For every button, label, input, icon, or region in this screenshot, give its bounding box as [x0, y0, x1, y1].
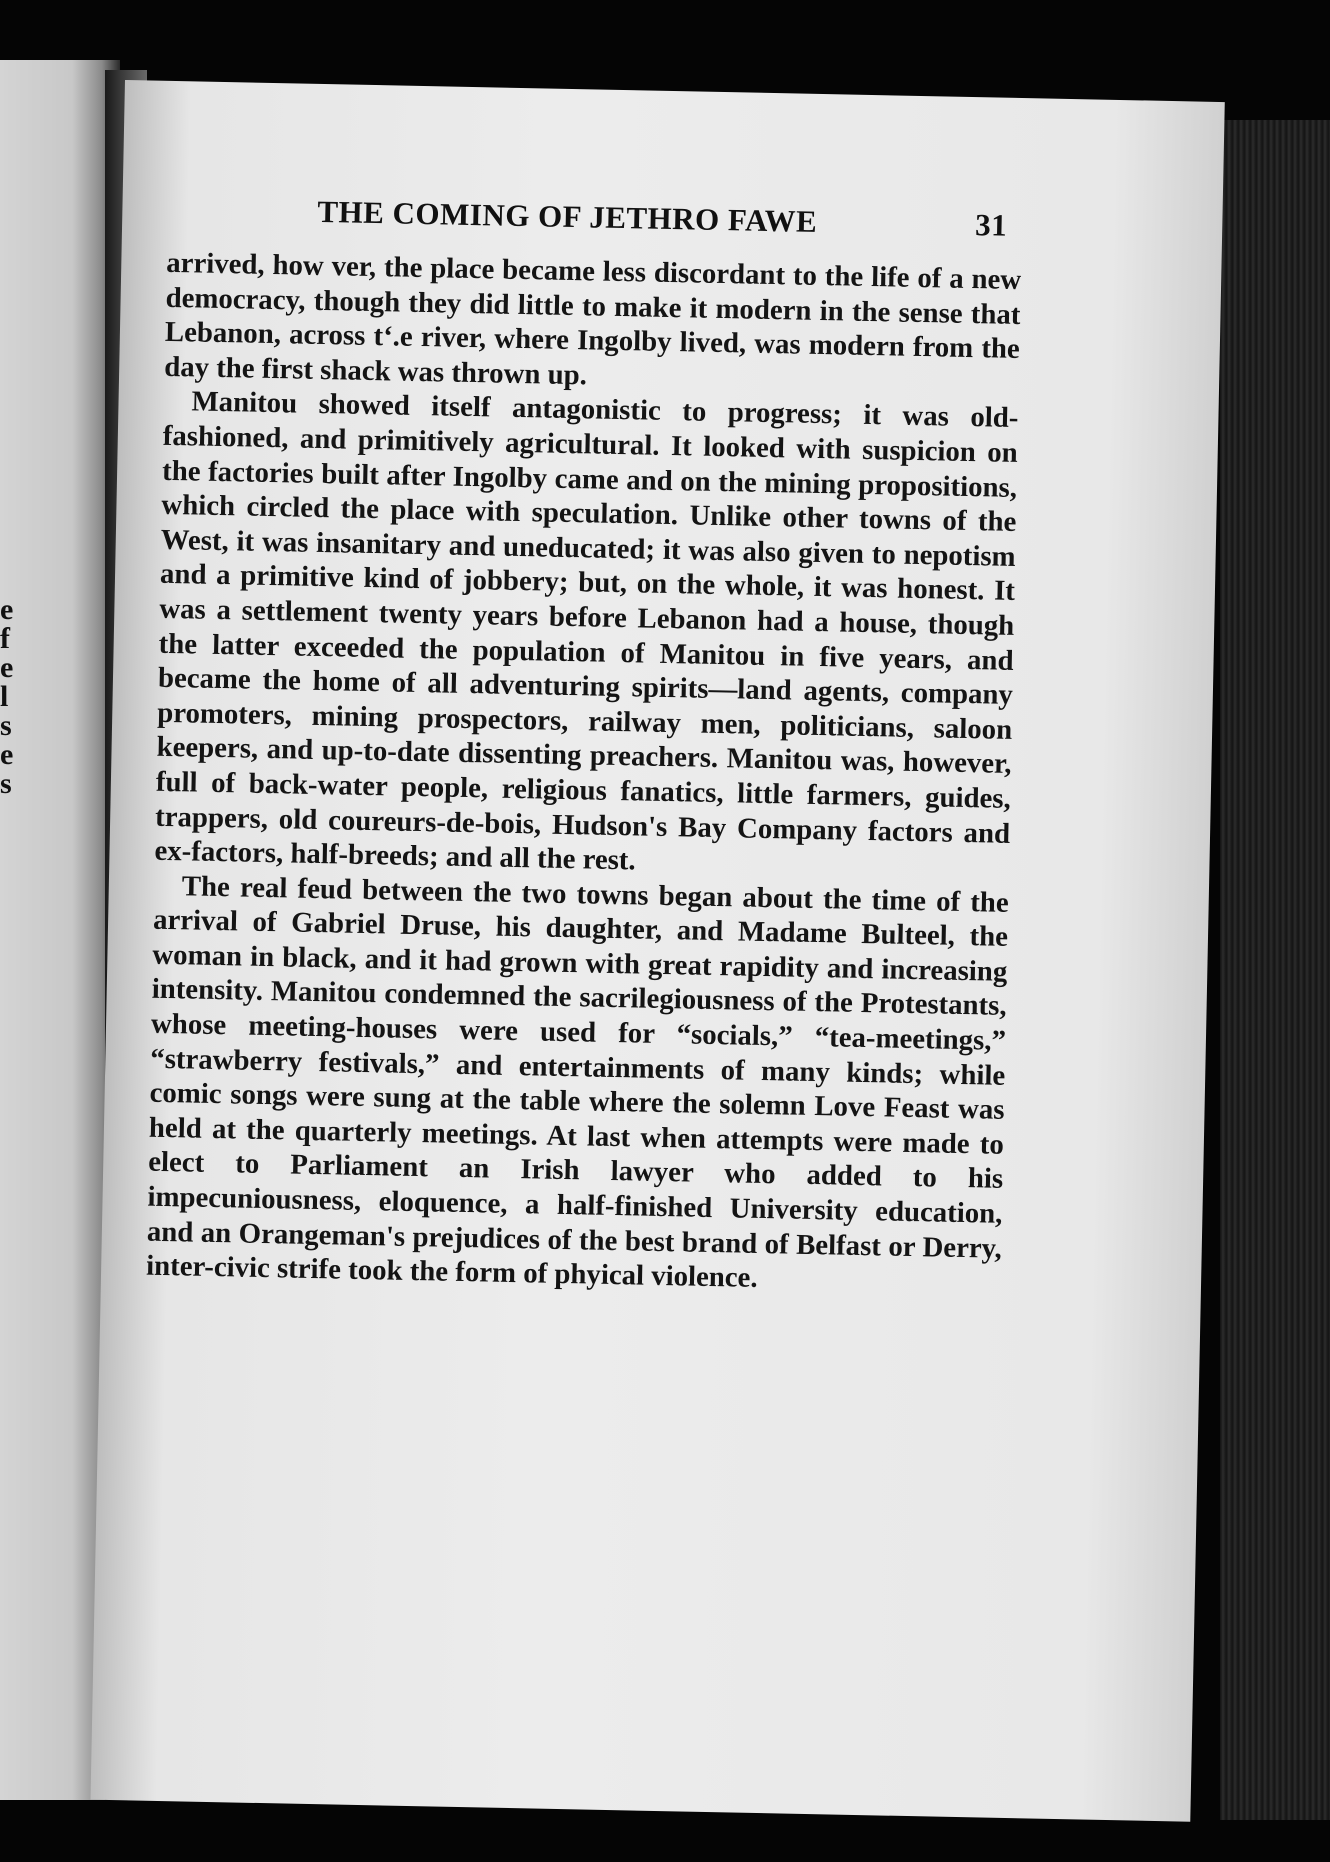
book-page-edges: [1220, 120, 1330, 1820]
fragment-char: f: [0, 622, 10, 655]
fragment-char: e: [0, 593, 14, 626]
facing-page-text-fragments: [0, 595, 24, 798]
paragraph: arrived, how ver, the place became less discordant to the life of a new democracy, though they did little to make it modern in the sense that Lebanon, across tʻ.e river, where Ingolby lived, was modern from the day the first shack was thrown up.: [163, 246, 1022, 392]
running-header: [317, 194, 1008, 244]
running-title: THE COMING OF JETHRO FAWE: [317, 193, 818, 239]
book-page: [90, 80, 1224, 1822]
fragment-char: e: [0, 738, 14, 771]
paragraph: The real feud between the two towns began about the time of the arrival of Gabriel Druse, his daughter, and Madame Bulteel, the woman in black, and it had grown with great rapidity and increasing intensity. Manitou condemned the sacrilegiousness of the Protestants, whose meeting-houses were used for “socials,” “tea-meetings,” “strawberry festivals,” and entertainments of many kinds; while comic songs were sung at the table where the solemn Love Feast was held at the quarterly meetings. At last when attempts were made to elect to Parliament an Irish lawyer who added to his impecuniousness, eloquence, a half-finished University education, and an Orangeman's prejudices of the best brand of Belfast or Derry, inter-civic strife took the form of phyical violence.: [145, 869, 1009, 1295]
fragment-char: s: [0, 767, 12, 800]
paragraph: Manitou showed itself antagonistic to progress; it was old-fashioned, and primitively agricultural. It looked with suspicion on the factories built after Ingolby came and on the mining propositions, which circled the place with speculation. Unlike other towns of the West, it was insanitary and uneducated; it was also given to nepotism and a primitive kind of jobbery; but, on the whole, it was honest. It was a settlement twenty years before Lebanon had a house, though the latter exceeded the population of Manitou in five years, and became the home of all adventuring spirits—land agents, company promoters, mining prospectors, railway men, politicians, saloon keepers, and up-to-date dissenting preachers. Manitou was, however, full of back-water people, religious fanatics, little farmers, guides, trappers, old coureurs-de-bois, Hudson's Bay Company factors and ex-factors, half-breeds; and all the rest.: [154, 385, 1019, 877]
body-text: [146, 246, 1022, 1301]
fragment-char: s: [0, 709, 12, 742]
fragment-char: l: [0, 680, 9, 713]
page-number: 31: [974, 207, 1008, 243]
fragment-char: e: [0, 651, 14, 684]
